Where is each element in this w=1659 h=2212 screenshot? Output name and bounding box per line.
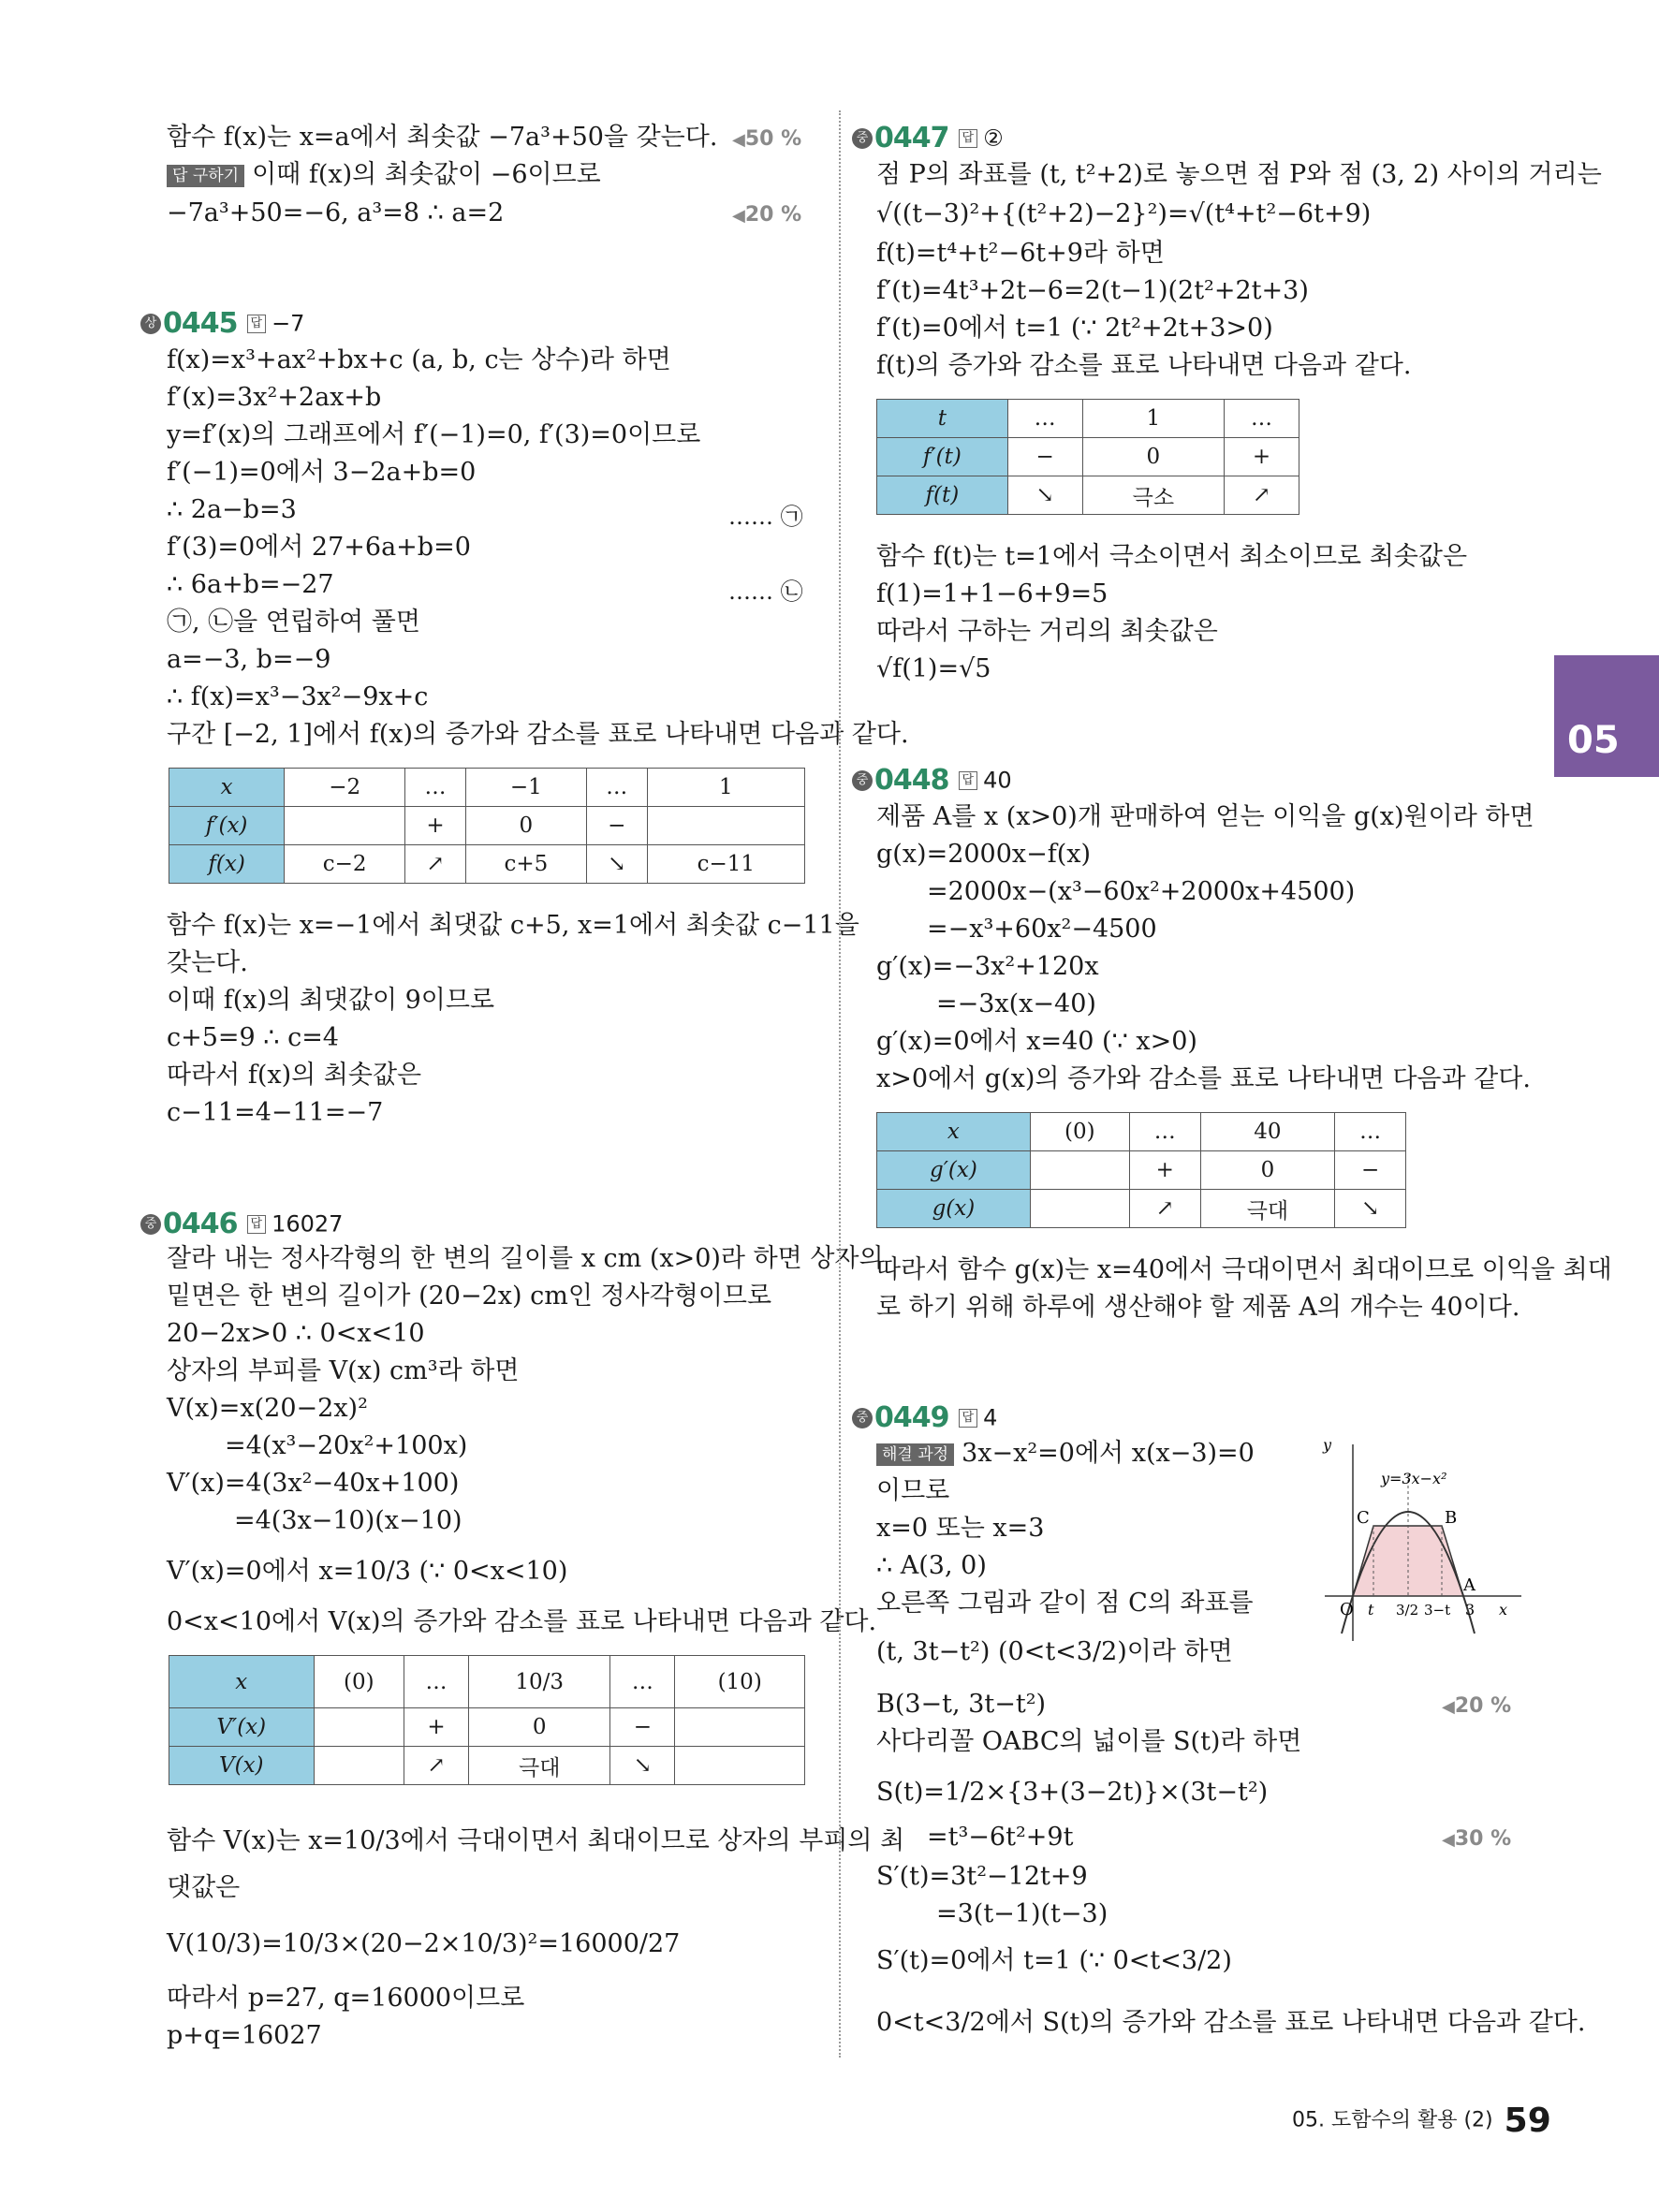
table-cell <box>285 807 405 845</box>
text-line: g′(x)=0에서 x=40 (∵ x>0) <box>876 1027 1197 1056</box>
problem-header-0447 <box>852 122 1004 154</box>
table-cell: 극소 <box>1082 476 1224 515</box>
text-line: =−x³+60x²−4500 <box>927 915 1157 944</box>
text-line: ∴ A(3, 0) <box>876 1551 987 1580</box>
text-line: =2000x−(x³−60x²+2000x+4500) <box>927 877 1356 906</box>
table-cell: … <box>610 1656 675 1708</box>
table-cell: ↗ <box>1225 476 1299 515</box>
text-line: 댓값은 <box>167 1873 241 1902</box>
text-line: −7a³+50=−6, a³=8 ∴ a=2 <box>167 198 505 227</box>
table-cell: ↘ <box>1007 476 1082 515</box>
text-line: x=0 또는 x=3 <box>876 1514 1045 1543</box>
problem-answer: 16027 <box>272 1210 344 1238</box>
text-line: 로 하기 위해 하루에 생산해야 할 제품 A의 개수는 40이다. <box>876 1293 1520 1322</box>
text-line: B(3−t, 3t−t²) <box>876 1690 1047 1719</box>
point-label-c: C <box>1357 1508 1370 1528</box>
page-footer <box>1292 2102 1551 2140</box>
text-line: 함수 f(x)는 x=−1에서 최댓값 c+5, x=1에서 최솟값 c−11을 <box>167 911 859 940</box>
table-cell: 0 <box>465 807 586 845</box>
table-cell: c+5 <box>465 845 586 884</box>
table-cell: V′(x) <box>169 1708 315 1747</box>
curve-label: y=3x−x² <box>1381 1470 1447 1487</box>
table-cell: 0 <box>1200 1151 1334 1190</box>
text-line: 이때 f(x)의 최댓값이 9이므로 <box>167 986 495 1015</box>
text-line: V(x)=x(20−2x)² <box>167 1394 368 1423</box>
problem-header-0449 <box>852 1401 997 1434</box>
table-cell: … <box>404 1656 469 1708</box>
point-label-o: O <box>1340 1600 1354 1619</box>
table-row <box>169 1708 805 1747</box>
table-cell: + <box>404 1708 469 1747</box>
text-line: 갖는다. <box>167 948 248 977</box>
score-percent: ◀ 30 % <box>1442 1827 1511 1851</box>
text-line: V′(x)=4(3x²−40x+100) <box>167 1469 460 1498</box>
table-cell: (0) <box>314 1656 404 1708</box>
variation-table-0445 <box>169 768 805 884</box>
table-cell: 10/3 <box>469 1656 610 1708</box>
table-cell: … <box>405 769 466 807</box>
text-line: 밑면은 한 변의 길이가 (20−2x) cm인 정사각형이므로 <box>167 1282 772 1311</box>
text-line: p+q=16027 <box>167 2021 322 2050</box>
difficulty-badge: 중 <box>140 1214 161 1235</box>
text-line: 해결 과정 3x−x²=0에서 x(x−3)=0 <box>876 1438 1255 1470</box>
tick-label: t <box>1368 1601 1374 1619</box>
tick-label: 3/2 <box>1396 1602 1419 1619</box>
answer-label: 답 <box>959 771 978 790</box>
x-axis-label: x <box>1499 1601 1508 1619</box>
table-cell <box>647 807 804 845</box>
table-cell: c−11 <box>647 845 804 884</box>
table-cell: g(x) <box>877 1190 1031 1228</box>
column-divider <box>839 110 841 2058</box>
text-line: =−3x(x−40) <box>936 989 1096 1018</box>
text-line: =4(3x−10)(x−10) <box>234 1506 462 1535</box>
table-cell: f(t) <box>877 476 1008 515</box>
table-cell <box>675 1747 805 1785</box>
text-line: 구간 [−2, 1]에서 f(x)의 증가와 감소를 표로 나타내면 다음과 같다. <box>167 720 909 749</box>
table-row <box>169 769 805 807</box>
text-line: S(t)=1/2×{3+(3−2t)}×(3t−t²) <box>876 1778 1269 1807</box>
text-line: x>0에서 g(x)의 증가와 감소를 표로 나타내면 다음과 같다. <box>876 1064 1531 1093</box>
text-line: 제품 A를 x (x>0)개 판매하여 얻는 이익을 g(x)원이라 하면 <box>876 802 1534 831</box>
table-row <box>877 1113 1406 1151</box>
text-line: 0<x<10에서 V(x)의 증가와 감소를 표로 나타내면 다음과 같다. <box>167 1607 877 1636</box>
table-cell: − <box>610 1708 675 1747</box>
text-line: f(t)=t⁴+t²−6t+9라 하면 <box>876 239 1165 268</box>
table-cell: (10) <box>675 1656 805 1708</box>
problem-answer: 40 <box>983 767 1012 794</box>
table-cell: t <box>877 400 1008 438</box>
table-cell: … <box>1007 400 1082 438</box>
table-cell <box>1030 1151 1129 1190</box>
text-line: 점 P의 좌표를 (t, t²+2)로 놓으면 점 P와 점 (3, 2) 사이의 거리는 <box>876 160 1602 189</box>
table-row <box>877 1151 1406 1190</box>
text-line: y=f′(x)의 그래프에서 f′(−1)=0, f′(3)=0이므로 <box>167 420 701 449</box>
table-cell <box>314 1747 404 1785</box>
table-row <box>169 845 805 884</box>
score-percent: ◀ 50 % <box>732 127 801 151</box>
table-row <box>169 807 805 845</box>
table-cell: g′(x) <box>877 1151 1031 1190</box>
difficulty-badge: 상 <box>140 314 161 334</box>
text-line: c+5=9 ∴ c=4 <box>167 1023 339 1052</box>
table-cell: x <box>169 769 285 807</box>
chapter-tab: 05 <box>1554 655 1659 777</box>
difficulty-badge: 중 <box>852 1408 873 1428</box>
table-cell: −1 <box>465 769 586 807</box>
text-line: 20−2x>0 ∴ 0<x<10 <box>167 1319 425 1348</box>
text-line: ∴ 6a+b=−27 <box>167 570 334 599</box>
table-cell: − <box>1335 1151 1406 1190</box>
text-line: c−11=4−11=−7 <box>167 1098 384 1127</box>
table-cell: −2 <box>285 769 405 807</box>
text-line: (t, 3t−t²) (0<t<3/2)이라 하면 <box>876 1637 1233 1666</box>
parabola-graph <box>1315 1437 1531 1643</box>
table-cell: 0 <box>469 1708 610 1747</box>
text-line: 0<t<3/2에서 S(t)의 증가와 감소를 표로 나타내면 다음과 같다. <box>876 2008 1586 2037</box>
text-line: f′(x)=3x²+2ax+b <box>167 383 382 412</box>
problem-header-0446 <box>140 1208 343 1240</box>
text-line: =t³−6t²+9t <box>927 1823 1074 1852</box>
text-line: 답 구하기 이때 f(x)의 최솟값이 −6이므로 <box>167 159 601 191</box>
table-cell: c−2 <box>285 845 405 884</box>
table-cell <box>675 1708 805 1747</box>
text-line: a=−3, b=−9 <box>167 645 331 674</box>
table-cell: 1 <box>1082 400 1224 438</box>
text-line: 함수 V(x)는 x=10/3에서 극대이면서 최대이므로 상자의 부피의 최 <box>167 1826 905 1855</box>
text-line: 잘라 내는 정사각형의 한 변의 길이를 x cm (x>0)라 하면 상자의 <box>167 1244 884 1273</box>
table-cell: (0) <box>1030 1113 1129 1151</box>
table-row <box>877 438 1299 476</box>
table-cell: f(x) <box>169 845 285 884</box>
text-line: 상자의 부피를 V(x) cm³라 하면 <box>167 1356 520 1385</box>
point-label-a: A <box>1463 1575 1475 1595</box>
text-line: f(1)=1+1−6+9=5 <box>876 579 1108 608</box>
table-row <box>169 1747 805 1785</box>
text-line: 사다리꼴 OABC의 넓이를 S(t)라 하면 <box>876 1727 1302 1756</box>
text-line: f(t)의 증가와 감소를 표로 나타내면 다음과 같다. <box>876 351 1412 380</box>
problem-answer: 4 <box>983 1404 998 1431</box>
table-cell: ↘ <box>610 1747 675 1785</box>
problem-answer: −7 <box>272 310 305 337</box>
text-line: f(x)=x³+ax²+bx+c (a, b, c는 상수)라 하면 <box>167 345 671 374</box>
table-cell: … <box>1129 1113 1200 1151</box>
problem-answer: ② <box>983 125 1004 152</box>
table-cell: ↘ <box>1335 1190 1406 1228</box>
table-cell: − <box>586 807 647 845</box>
text-line: S′(t)=3t²−12t+9 <box>876 1862 1088 1891</box>
variation-table-0447 <box>876 399 1299 515</box>
table-row <box>877 1190 1406 1228</box>
table-cell: … <box>1225 400 1299 438</box>
text-line: ∴ f(x)=x³−3x²−9x+c <box>167 682 429 711</box>
answer-step-tag: 답 구하기 <box>167 165 244 187</box>
table-cell <box>1030 1190 1129 1228</box>
table-cell: − <box>1007 438 1082 476</box>
table-cell: 40 <box>1200 1113 1334 1151</box>
table-cell: + <box>1129 1151 1200 1190</box>
answer-label: 답 <box>959 1409 978 1428</box>
table-cell: ↗ <box>405 845 466 884</box>
answer-label: 답 <box>959 129 978 148</box>
text-line: f′(t)=0에서 t=1 (∵ 2t²+2t+3>0) <box>876 314 1273 343</box>
table-cell: ↗ <box>1129 1190 1200 1228</box>
text-line: 함수 f(x)는 x=a에서 최솟값 −7a³+50을 갖는다. <box>167 123 718 152</box>
table-row <box>169 1656 805 1708</box>
problem-number: 0448 <box>874 764 949 797</box>
page-number: 59 <box>1504 2102 1551 2140</box>
answer-label: 답 <box>247 315 267 333</box>
text-line: g(x)=2000x−f(x) <box>876 840 1092 869</box>
variation-table-0448 <box>876 1112 1406 1228</box>
table-cell: f′(t) <box>877 438 1008 476</box>
chapter-title: 05. 도함수의 활용 (2) <box>1292 2108 1493 2132</box>
problem-number: 0446 <box>163 1208 238 1240</box>
text-line: ∴ 2a−b=3 <box>167 495 297 524</box>
text-line: f′(−1)=0에서 3−2a+b=0 <box>167 458 477 487</box>
answer-label: 답 <box>247 1215 267 1234</box>
text-line: V′(x)=0에서 x=10/3 (∵ 0<x<10) <box>167 1557 568 1586</box>
table-cell: … <box>586 769 647 807</box>
table-row <box>877 400 1299 438</box>
point-label-b: B <box>1445 1508 1458 1528</box>
problem-header-0448 <box>852 764 1012 797</box>
problem-number: 0445 <box>163 307 238 340</box>
text-line: 함수 f(t)는 t=1에서 극소이면서 최소이므로 최솟값은 <box>876 542 1468 571</box>
table-cell: ↘ <box>586 845 647 884</box>
score-percent: ◀ 20 % <box>732 203 801 227</box>
text-line: ㉠, ㉡을 연립하여 풀면 <box>167 608 420 637</box>
table-cell: 1 <box>647 769 804 807</box>
table-cell: x <box>877 1113 1031 1151</box>
text-line: S′(t)=0에서 t=1 (∵ 0<t<3/2) <box>876 1946 1232 1975</box>
table-cell: x <box>169 1656 315 1708</box>
text-line: f′(3)=0에서 27+6a+b=0 <box>167 533 471 562</box>
y-axis-label: y <box>1323 1437 1332 1454</box>
text-line: =4(x³−20x²+100x) <box>225 1431 468 1460</box>
text-line: 오른쪽 그림과 같이 점 C의 좌표를 <box>876 1589 1254 1618</box>
text-line: 따라서 함수 g(x)는 x=40에서 극대이면서 최대이므로 이익을 최대 <box>876 1255 1612 1284</box>
difficulty-badge: 중 <box>852 128 873 149</box>
text-line: 따라서 p=27, q=16000이므로 <box>167 1984 525 2013</box>
text-line: g′(x)=−3x²+120x <box>876 952 1099 981</box>
text-line: √f(1)=√5 <box>876 654 991 683</box>
table-cell: f′(x) <box>169 807 285 845</box>
tick-label: 3 <box>1465 1601 1475 1619</box>
difficulty-badge: 중 <box>852 770 873 791</box>
score-percent: ◀ 20 % <box>1442 1694 1511 1718</box>
problem-header-0445 <box>140 307 304 340</box>
text-line: V(10/3)=10/3×(20−2×10/3)²=16000/27 <box>167 1929 681 1958</box>
text-line: 이므로 <box>876 1476 950 1505</box>
tick-label: 3−t <box>1424 1602 1451 1619</box>
text-line: =3(t−1)(t−3) <box>936 1899 1108 1928</box>
table-cell: 0 <box>1082 438 1224 476</box>
table-cell: + <box>405 807 466 845</box>
table-cell: + <box>1225 438 1299 476</box>
table-cell: ↗ <box>404 1747 469 1785</box>
table-cell: 극대 <box>469 1747 610 1785</box>
solution-process-tag: 해결 과정 <box>876 1443 954 1466</box>
problem-number: 0449 <box>874 1401 949 1434</box>
variation-table-0446 <box>169 1655 805 1785</box>
table-cell: V(x) <box>169 1747 315 1785</box>
text-line: 따라서 f(x)의 최솟값은 <box>167 1061 422 1090</box>
table-row <box>877 476 1299 515</box>
text-line: f′(t)=4t³+2t−6=2(t−1)(2t²+2t+3) <box>876 276 1309 305</box>
table-cell <box>314 1708 404 1747</box>
equation-mark: …… ㉠ <box>728 504 803 530</box>
equation-mark: …… ㉡ <box>728 579 803 605</box>
text-line: 따라서 구하는 거리의 최솟값은 <box>876 617 1218 646</box>
table-cell: 극대 <box>1200 1190 1334 1228</box>
table-cell: … <box>1335 1113 1406 1151</box>
problem-number: 0447 <box>874 122 949 154</box>
text-line: √((t−3)²+{(t²+2)−2}²)=√(t⁴+t²−6t+9) <box>876 199 1372 228</box>
